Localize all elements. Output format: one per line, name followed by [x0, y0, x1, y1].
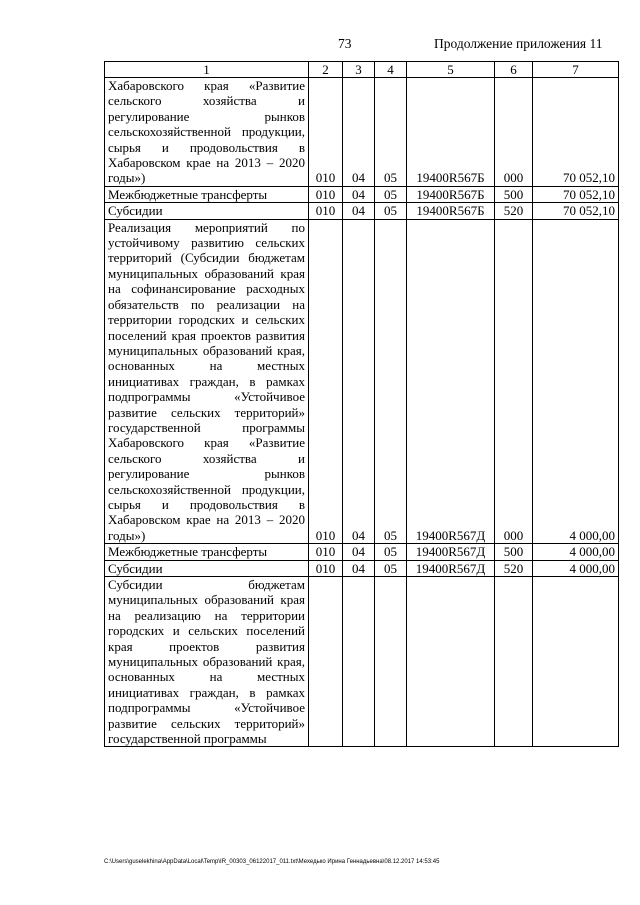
- column-header: 2: [309, 62, 343, 78]
- cell-amount: 70 052,10: [533, 203, 619, 219]
- table-row: [105, 560, 619, 576]
- cell-ministry: 010: [309, 78, 343, 187]
- table-header-row: [105, 62, 619, 78]
- cell-ministry: 010: [309, 560, 343, 576]
- row-name: Реализация мероприятий по устойчивому развитию сельских территорий (Субсидии бюджетам муниципальных образований края на софинансирование расходных обязательств по реализации на территории городских и сельских поселений края проектов развития муниципальных образований края, основанных на местных инициативах граждан, в рамках подпрограммы «Устойчивое развитие сельских территорий» государственной программы Хабаровского края «Развитие сельского хозяйства и регулирование рынков сельскохозяйственной продукции, сырья и продовольствия в Хабаровском крае на 2013 – 2020 годы»): [105, 219, 309, 544]
- table-row: [105, 544, 619, 560]
- cell-ministry: 010: [309, 544, 343, 560]
- column-header: 3: [343, 62, 375, 78]
- cell-section: 04: [343, 186, 375, 202]
- column-header: 1: [105, 62, 309, 78]
- row-name: Субсидии: [105, 560, 309, 576]
- cell-ministry: 010: [309, 186, 343, 202]
- cell-amount: 70 052,10: [533, 78, 619, 187]
- footer-path: C:\Users\guselekhina\AppData\Local\Temp\IR_00303_06122017_011.txt\Мехедько Ирина Геннадьевна\08.12.2017 14:53:45: [104, 859, 440, 865]
- column-header: 4: [375, 62, 407, 78]
- cell-amount: 4 000,00: [533, 219, 619, 544]
- cell-section: [343, 577, 375, 747]
- cell-expense-type: 500: [495, 186, 533, 202]
- cell-subsection: [375, 577, 407, 747]
- table-row: [105, 186, 619, 202]
- cell-subsection: 05: [375, 203, 407, 219]
- row-name: Субсидии: [105, 203, 309, 219]
- row-name: Субсидии бюджетам муниципальных образований края на реализацию на территории городских и сельских поселений края проектов развития муниципальных образований края, основанных на местных инициативах граждан, в рамках подпрограммы «Устойчивое развитие сельских территорий» государственной программы: [105, 577, 309, 747]
- cell-target-article: 19400R567Д: [407, 544, 495, 560]
- cell-target-article: [407, 577, 495, 747]
- table-row: [105, 78, 619, 187]
- cell-amount: 70 052,10: [533, 186, 619, 202]
- cell-section: 04: [343, 219, 375, 544]
- cell-target-article: 19400R567Б: [407, 203, 495, 219]
- cell-subsection: 05: [375, 78, 407, 187]
- cell-subsection: 05: [375, 186, 407, 202]
- cell-target-article: 19400R567Д: [407, 219, 495, 544]
- cell-target-article: 19400R567Д: [407, 560, 495, 576]
- table-row: [105, 203, 619, 219]
- column-header: 6: [495, 62, 533, 78]
- table-row: [105, 577, 619, 747]
- cell-section: 04: [343, 203, 375, 219]
- column-header: 7: [533, 62, 619, 78]
- cell-expense-type: [495, 577, 533, 747]
- row-name: Хабаровского края «Развитие сельского хозяйства и регулирование рынков сельскохозяйственной продукции, сырья и продовольствия в Хабаровском крае на 2013 – 2020 годы»): [105, 78, 309, 187]
- table-row: [105, 219, 619, 544]
- cell-target-article: 19400R567Б: [407, 78, 495, 187]
- cell-subsection: 05: [375, 544, 407, 560]
- column-header: 5: [407, 62, 495, 78]
- cell-subsection: 05: [375, 219, 407, 544]
- appendix-note: Продолжение приложения 11: [434, 36, 603, 51]
- cell-subsection: 05: [375, 560, 407, 576]
- cell-target-article: 19400R567Б: [407, 186, 495, 202]
- row-name: Межбюджетные трансферты: [105, 186, 309, 202]
- cell-expense-type: 520: [495, 560, 533, 576]
- cell-amount: [533, 577, 619, 747]
- page-number: 73: [338, 36, 352, 51]
- cell-expense-type: 000: [495, 219, 533, 544]
- cell-amount: 4 000,00: [533, 560, 619, 576]
- cell-section: 04: [343, 560, 375, 576]
- cell-ministry: 010: [309, 219, 343, 544]
- cell-expense-type: 000: [495, 78, 533, 187]
- cell-section: 04: [343, 78, 375, 187]
- cell-section: 04: [343, 544, 375, 560]
- cell-amount: 4 000,00: [533, 544, 619, 560]
- cell-expense-type: 520: [495, 203, 533, 219]
- cell-ministry: 010: [309, 203, 343, 219]
- budget-table: [104, 61, 619, 747]
- cell-ministry: [309, 577, 343, 747]
- cell-expense-type: 500: [495, 544, 533, 560]
- row-name: Межбюджетные трансферты: [105, 544, 309, 560]
